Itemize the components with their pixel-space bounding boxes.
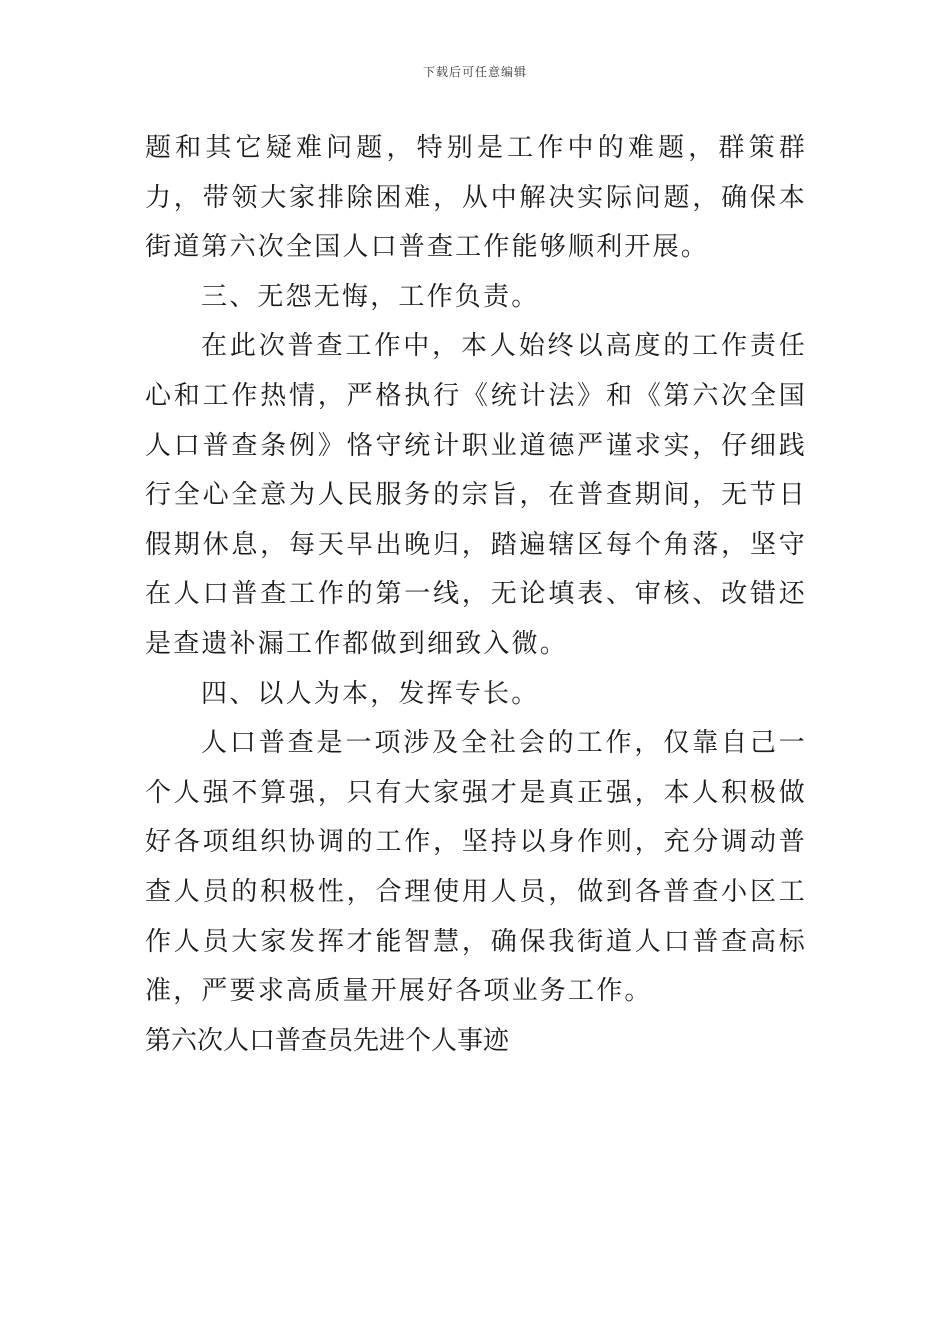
section-heading-four: 四、以人为本，发挥专长。: [201, 678, 540, 709]
paragraph-section-four: 人口普查是一项涉及全社会的工作，仅靠自己一个人强不算强，只有大家强才是真正强，本人积极做好各项组织协调的工作，坚持以身作则，充分调动普查人员的积极性，合理使用人员，做到各普查小区工作人员大家发挥才能智慧，确保我街道人口普查高标准，严要求高质量开展好各项业务工作。: [145, 728, 807, 1007]
document-body: [145, 124, 807, 1066]
next-document-title: 第六次人口普查员先进个人事迹: [145, 1025, 510, 1056]
section-heading-three: 三、无怨无悔，工作负责。: [201, 281, 540, 312]
paragraph-section-three: 在此次普查工作中，本人始终以高度的工作责任心和工作热情，严格执行《统计法》和《第六次全国人口普查条例》恪守统计职业道德严谨求实，仔细践行全心全意为人民服务的宗旨，在普查期间，无节日假期休息，每天早出晚归，踏遍辖区每个角落，坚守在人口普查工作的第一线，无论填表、审核、改错还是查遗补漏工作都做到细致入微。: [145, 331, 807, 659]
page-header-note: 下载后可任意编辑: [422, 65, 527, 79]
paragraph-continuation: 题和其它疑难问题，特别是工作中的难题，群策群力，带领大家排除困难，从中解决实际问题，确保本街道第六次全国人口普查工作能够顺利开展。: [145, 133, 807, 263]
